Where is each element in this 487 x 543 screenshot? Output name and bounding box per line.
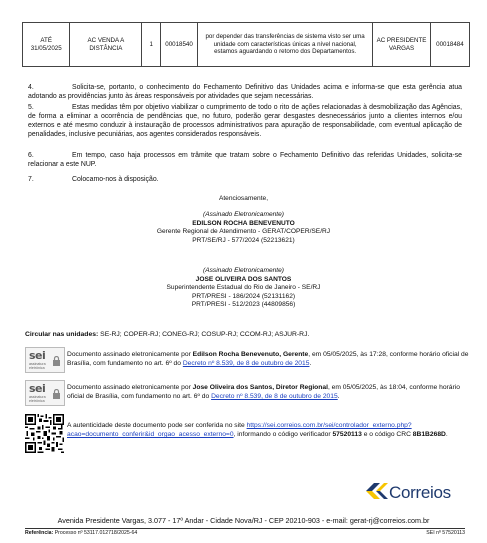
- sei-seal-icon: sei assinatura eletrônica: [25, 380, 65, 406]
- logo-wordmark: Correios: [389, 483, 451, 502]
- signer-1-role: Gerente Regional de Atendimento - GERAT/COPER/SE/RJ: [156, 228, 331, 236]
- signature-record-2: [25, 380, 475, 406]
- signer-2-name: JOSE OLIVEIRA DOS SANTOS: [195, 275, 292, 283]
- footer-address: Avenida Presidente Vargas, 3.077 - 17º Andar - Cidade Nova/RJ - CEP 20210-903 - e-mail: gerat-rj@correios.com.br: [57, 516, 430, 525]
- signature-text-1: Documento assinado eletronicamente por Edilson Rocha Benevenuto, Gerente, em 05/05/2025, às 17:28, conforme horário oficial de Brasília, com fundamento no art. 6º do Decreto nº 8.539, de 8 de outubro de 2015.: [67, 351, 469, 368]
- qr-code-icon: [25, 414, 64, 453]
- decree-link-2[interactable]: Decreto nº 8.539, de 8 de outubro de 2015: [211, 393, 338, 401]
- verification-link[interactable]: https://sei.correios.com.br/sei/controlador_externo.php?acao=documento_conferir&id_orgao_acesso_externo=0: [67, 422, 412, 439]
- footer-divider: [25, 528, 465, 529]
- closures-table: [22, 22, 470, 67]
- footer-sei-number: SEI nº 57520113: [426, 530, 465, 536]
- table-cell-target-code: 00018484: [430, 23, 469, 67]
- signature-text-2: Documento assinado eletronicamente por Jose Oliveira dos Santos, Diretor Regional, em 05/05/2025, às 18:04, conforme horário oficial de Brasília, com fundamento no art. 6º do Decreto nº 8.539, de 8 de outubro de 2015.: [67, 384, 460, 401]
- closing: Atenciosamente,: [218, 195, 269, 202]
- paragraph-4: 4. Solicita-se, portanto, o conhecimento do Fechamento Definitivo das Unidades acima e informa-se que esta gerência atua adotando as providências junto às áreas responsáveis por atividades que sejam necessárias.: [28, 84, 462, 100]
- signer-1-prt: PRT/SE/RJ - 577/2024 (52213621): [192, 236, 295, 244]
- sei-seal-icon: sei assinatura eletrônica: [25, 347, 65, 373]
- signer-2-role: Superintendente Estadual do Rio de Janeiro - SE/RJ: [166, 284, 321, 292]
- signature-record-1: [25, 347, 475, 373]
- table-cell-justification: por depender das transferências de sistema visto ser uma unidade com características únicas a nível nacional, estamos aguardando o retorno dos Departamentos.: [198, 23, 373, 67]
- table-row: [23, 23, 470, 67]
- correios-symbol-icon: [362, 480, 388, 502]
- paragraph-7: 7. Colocamo-nos à disposição.: [28, 176, 159, 183]
- correios-logo: [362, 480, 454, 502]
- circular-units: Circular nas unidades: SE-RJ; COPER-RJ; CONEG-RJ; COSUP-RJ; CCOM-RJ; ASJUR-RJ.: [25, 331, 310, 338]
- table-cell-count: 1: [142, 23, 161, 67]
- signer-block-2: [0, 267, 487, 310]
- table-cell-code: 00018540: [161, 23, 198, 67]
- footer-reference: Referência: Processo nº 53117.012718/2025-64: [25, 530, 138, 536]
- table-cell-unit: AC VENDA A DISTÂNCIA: [70, 23, 142, 67]
- paragraph-6: 6. Em tempo, caso haja processos em trâmite que tratam sobre o Fechamento Definitivo das referidas Unidades, solicita-se relacionar a este NUP.: [28, 152, 462, 168]
- table-cell-deadline: ATÉ 31/05/2025: [23, 23, 70, 67]
- authenticity-text: A autenticidade deste documento pode ser conferida no site https://sei.correios.com.br/sei/controlador_externo.php?acao=documento_conferir&id_orgao_acesso_externo=0, informando o código verificador 57520113 e o código CRC 8B1B268D.: [67, 422, 448, 439]
- signer-2-prt-1: PRT/PRESI - 186/2024 (52131162): [191, 292, 296, 300]
- signer-block-1: [0, 211, 487, 245]
- signer-2-prt-2: PRT/PRESI - 512/2023 (44809856): [191, 301, 296, 309]
- table-cell-target-unit: AC PRESIDENTE VARGAS: [373, 23, 431, 67]
- signer-1-electronic-note: (Assinado Eletronicamente): [203, 211, 284, 218]
- signer-2-electronic-note: (Assinado Eletronicamente): [203, 267, 284, 274]
- signer-1-name: EDILSON ROCHA BENEVENUTO: [192, 219, 295, 227]
- paragraph-5: 5. Estas medidas têm por objetivo viabilizar o cumprimento de todo o rito de ações relacionadas à desmobilização das Agências, de forma a eliminar a ocorrência de pendências que, no futuro, poderão gerar desgastes desnecessários junto a clientes internos e/ou externos e até mesmo conduzir à instauração de processos administrativos para apuração de responsabilidade, com eventual aplicação de penalidades, inclusive pecuniárias, aos agentes considerados responsáveis.: [28, 104, 462, 138]
- decree-link-1[interactable]: Decreto nº 8.539, de 8 de outubro de 2015: [182, 360, 310, 368]
